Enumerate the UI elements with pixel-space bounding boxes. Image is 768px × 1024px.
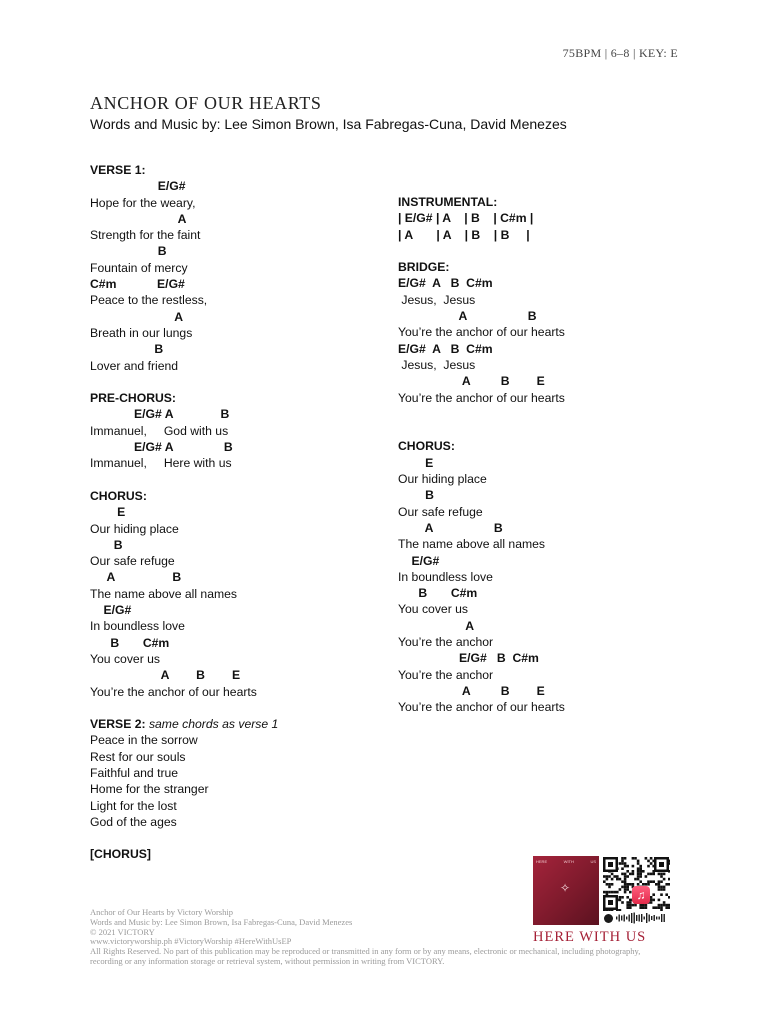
chord-line: E/G# A B: [90, 407, 230, 422]
song-meta: 75BPM | 6–8 | KEY: E: [562, 46, 678, 60]
lyric-line: You cover us: [398, 602, 469, 617]
spacer: [398, 422, 698, 438]
chord-line: E/G# A B C#m: [398, 341, 493, 356]
chord-line: E: [90, 505, 126, 520]
spacer: [90, 374, 390, 390]
lyric-line: Rest for our souls: [90, 749, 186, 764]
section-heading: BRIDGE:: [398, 260, 450, 275]
footer-line: Anchor of Our Hearts by Victory Worship: [90, 907, 233, 917]
chord-line: A B E: [398, 374, 545, 389]
lyric-line: In boundless love: [398, 569, 493, 584]
lyric-line: God of the ages: [90, 814, 177, 829]
lyric-line: Peace to the restless,: [90, 293, 208, 308]
apple-music-icon: ♫: [632, 886, 650, 904]
chord-line: E/G#: [90, 603, 132, 618]
lyric-line: Lover and friend: [90, 358, 179, 373]
lyrics-left-column: [90, 162, 390, 863]
chord-line: A B: [398, 309, 537, 324]
lyric-line: Immanuel, God with us: [90, 423, 229, 438]
section-heading: CHORUS:: [90, 488, 147, 503]
album-promo: [533, 856, 670, 946]
section-heading: CHORUS:: [398, 439, 455, 454]
cover-text: HERE: [536, 859, 548, 864]
lyric-line: Home for the stranger: [90, 782, 209, 797]
chord-line: E/G#: [90, 179, 186, 194]
chord-line: C#m E/G#: [90, 277, 185, 292]
lyric-line: The name above all names: [90, 586, 238, 601]
chord-line: B: [398, 488, 434, 503]
album-label: HERE WITH US: [533, 929, 647, 945]
lyric-line: Fountain of mercy: [90, 260, 188, 275]
section-heading: [90, 716, 390, 732]
lyric-line: The name above all names: [398, 537, 546, 552]
lyric-line: You’re the anchor of our hearts: [398, 390, 565, 405]
section-heading: INSTRUMENTAL:: [398, 195, 498, 209]
chord-line: A B: [398, 520, 503, 535]
section-heading: [CHORUS]: [90, 847, 151, 862]
chord-line: | A | A | B | B |: [398, 227, 530, 242]
cover-text: US: [590, 859, 596, 864]
chord-line: A: [90, 211, 187, 226]
spacer: [90, 700, 390, 716]
spacer: [90, 830, 390, 846]
lyric-line: You’re the anchor of our hearts: [90, 684, 257, 699]
chord-line: E/G# B C#m: [398, 651, 539, 666]
lyric-line: Jesus, Jesus: [398, 357, 476, 372]
chord-line: A: [90, 309, 184, 324]
chord-line: E: [398, 455, 434, 470]
lyric-line: Jesus, Jesus: [398, 292, 476, 307]
song-credits: Words and Music by: Lee Simon Brown, Isa Fabregas-Cuna, David Menezes: [90, 116, 567, 132]
chord-line: A: [398, 618, 475, 633]
lyric-line: Our hiding place: [90, 521, 179, 536]
footer-line: recording or any information storage or retrieval system, without permission in writing from VICTORY.: [90, 955, 445, 966]
spacer: [398, 243, 698, 259]
spotify-code-icon: [602, 911, 670, 925]
lyric-line: Strength for the faint: [90, 228, 201, 243]
lyric-line: Our hiding place: [398, 472, 487, 487]
lyric-line: You cover us: [90, 651, 161, 666]
lyric-line: You’re the anchor: [398, 635, 494, 650]
lyric-line: Light for the lost: [90, 798, 177, 813]
star-icon: ✧: [560, 881, 571, 895]
lyric-line: You’re the anchor of our hearts: [398, 325, 565, 340]
chord-line: B C#m: [90, 635, 170, 650]
chord-line: E/G#: [398, 553, 440, 568]
chord-line: A B E: [398, 683, 545, 698]
footer-line: www.victoryworship.ph #VictoryWorship #HereWithUsEP: [90, 936, 292, 947]
section-heading: VERSE 1:: [90, 163, 146, 177]
album-cover: [533, 856, 599, 925]
lyric-line: Our safe refuge: [398, 504, 483, 519]
section-note: same chords as verse 1: [148, 717, 279, 732]
lyric-line: Peace in the sorrow: [90, 733, 198, 748]
lyric-line: You’re the anchor: [398, 667, 494, 682]
lyric-line: Our safe refuge: [90, 554, 175, 569]
lyric-line: You’re the anchor of our hearts: [398, 700, 565, 715]
footer-line: Words and Music by: Lee Simon Brown, Isa Fabregas-Cuna, David Menezes: [90, 916, 353, 927]
chord-line: B C#m: [398, 586, 478, 601]
chord-line: E/G# A B: [90, 440, 233, 455]
cover-text: WITH: [563, 859, 574, 864]
section-heading-label: VERSE 2:: [90, 717, 149, 732]
lyric-line: Hope for the weary,: [90, 195, 196, 210]
footer-line: © 2021 VICTORY: [90, 926, 155, 937]
chord-line: B: [90, 342, 164, 357]
chord-line: | E/G# | A | B | C#m |: [398, 211, 534, 226]
chord-line: B: [90, 244, 167, 259]
chord-line: A B: [90, 570, 182, 585]
lyrics-right-column: [398, 194, 698, 716]
song-title: ANCHOR OF OUR HEARTS: [90, 93, 322, 113]
lyric-line: Immanuel, Here with us: [90, 456, 232, 471]
spacer: [90, 472, 390, 488]
spacer: [398, 406, 698, 422]
footer-line: All Rights Reserved. No part of this publication may be reproduced or transmitted in any form or by any means, electronic or mechanical, including photography,: [90, 946, 641, 957]
chord-line: A B E: [90, 668, 241, 683]
lyric-line: In boundless love: [90, 619, 185, 634]
lyric-line: Faithful and true: [90, 765, 179, 780]
section-heading: PRE-CHORUS:: [90, 391, 176, 406]
chord-line: E/G# A B C#m: [398, 276, 493, 291]
chord-line: B: [90, 537, 123, 552]
lyric-line: Breath in our lungs: [90, 325, 193, 340]
